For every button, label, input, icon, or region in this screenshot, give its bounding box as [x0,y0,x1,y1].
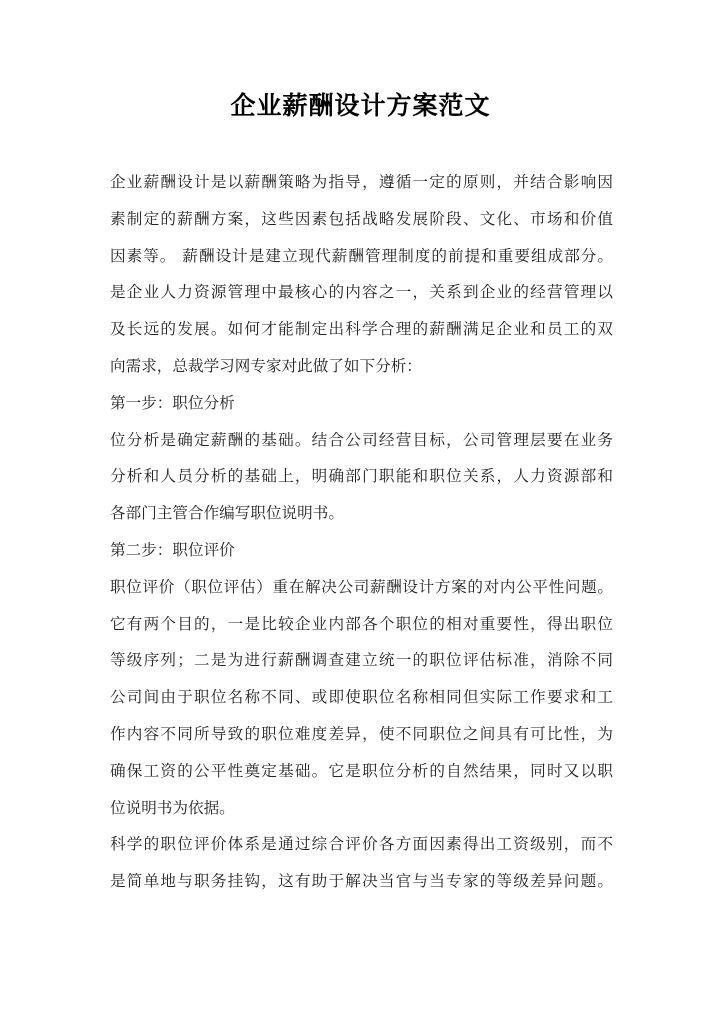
step-2-paragraph-line: 等级序列；二是为进行薪酬调查建立统一的职位评估标准，消除不同 [110,651,613,670]
step-2-paragraph-line: 确保工资的公平性奠定基础。它是职位分析的自然结果，同时又以职 [110,761,613,780]
step-2-paragraph-line: 职位评价（职位评估）重在解决公司薪酬设计方案的对内公平性问题。 [110,577,613,596]
step-1-paragraph-line: 各部门主管合作编写职位说明书。 [110,504,344,523]
step-1-paragraph-line: 分析和人员分析的基础上，明确部门职能和职位关系，人力资源部和 [110,467,613,486]
step-1-heading: 第一步：职位分析 [110,393,235,412]
paragraph-intro-line: 向需求，总裁学习网专家对此做了如下分析： [110,356,422,375]
paragraph-intro-line: 是企业人力资源管理中最核心的内容之一，关系到企业的经营管理以 [110,283,613,302]
evaluation-paragraph-line: 是简单地与职务挂钩，这有助于解决当官与当专家的等级差异问题。 [110,872,613,891]
paragraph-intro-line: 因素等。 薪酬设计是建立现代薪酬管理制度的前提和重要组成部分。 [110,246,613,265]
paragraph-intro-line: 及长远的发展。如何才能制定出科学合理的薪酬满足企业和员工的双 [110,320,613,339]
paragraph-intro-line: 企业薪酬设计是以薪酬策略为指导，遵循一定的原则，并结合影响因 [110,173,613,191]
step-2-paragraph-line: 位说明书为依据。 [110,798,235,817]
paragraph-intro-line: 素制定的薪酬方案，这些因素包括战略发展阶段、文化、市场和价值 [110,209,613,228]
step-2-paragraph-line: 它有两个目的，一是比较企业内部各个职位的相对重要性，得出职位 [110,614,613,633]
step-2-paragraph-line: 公司间由于职位名称不同、或即使职位名称相同但实际工作要求和工 [110,688,613,707]
step-1-paragraph-line: 位分析是确定薪酬的基础。结合公司经营目标，公司管理层要在业务 [110,430,613,449]
document-title: 企业薪酬设计方案范文 [230,91,491,120]
step-2-heading: 第二步：职位评价 [110,540,235,559]
step-2-paragraph-line: 作内容不同所导致的职位难度差异，使不同职位之间具有可比性，为 [110,724,613,743]
evaluation-paragraph-line: 科学的职位评价体系是通过综合评价各方面因素得出工资级别，而不 [110,835,613,854]
document-body [110,164,613,900]
